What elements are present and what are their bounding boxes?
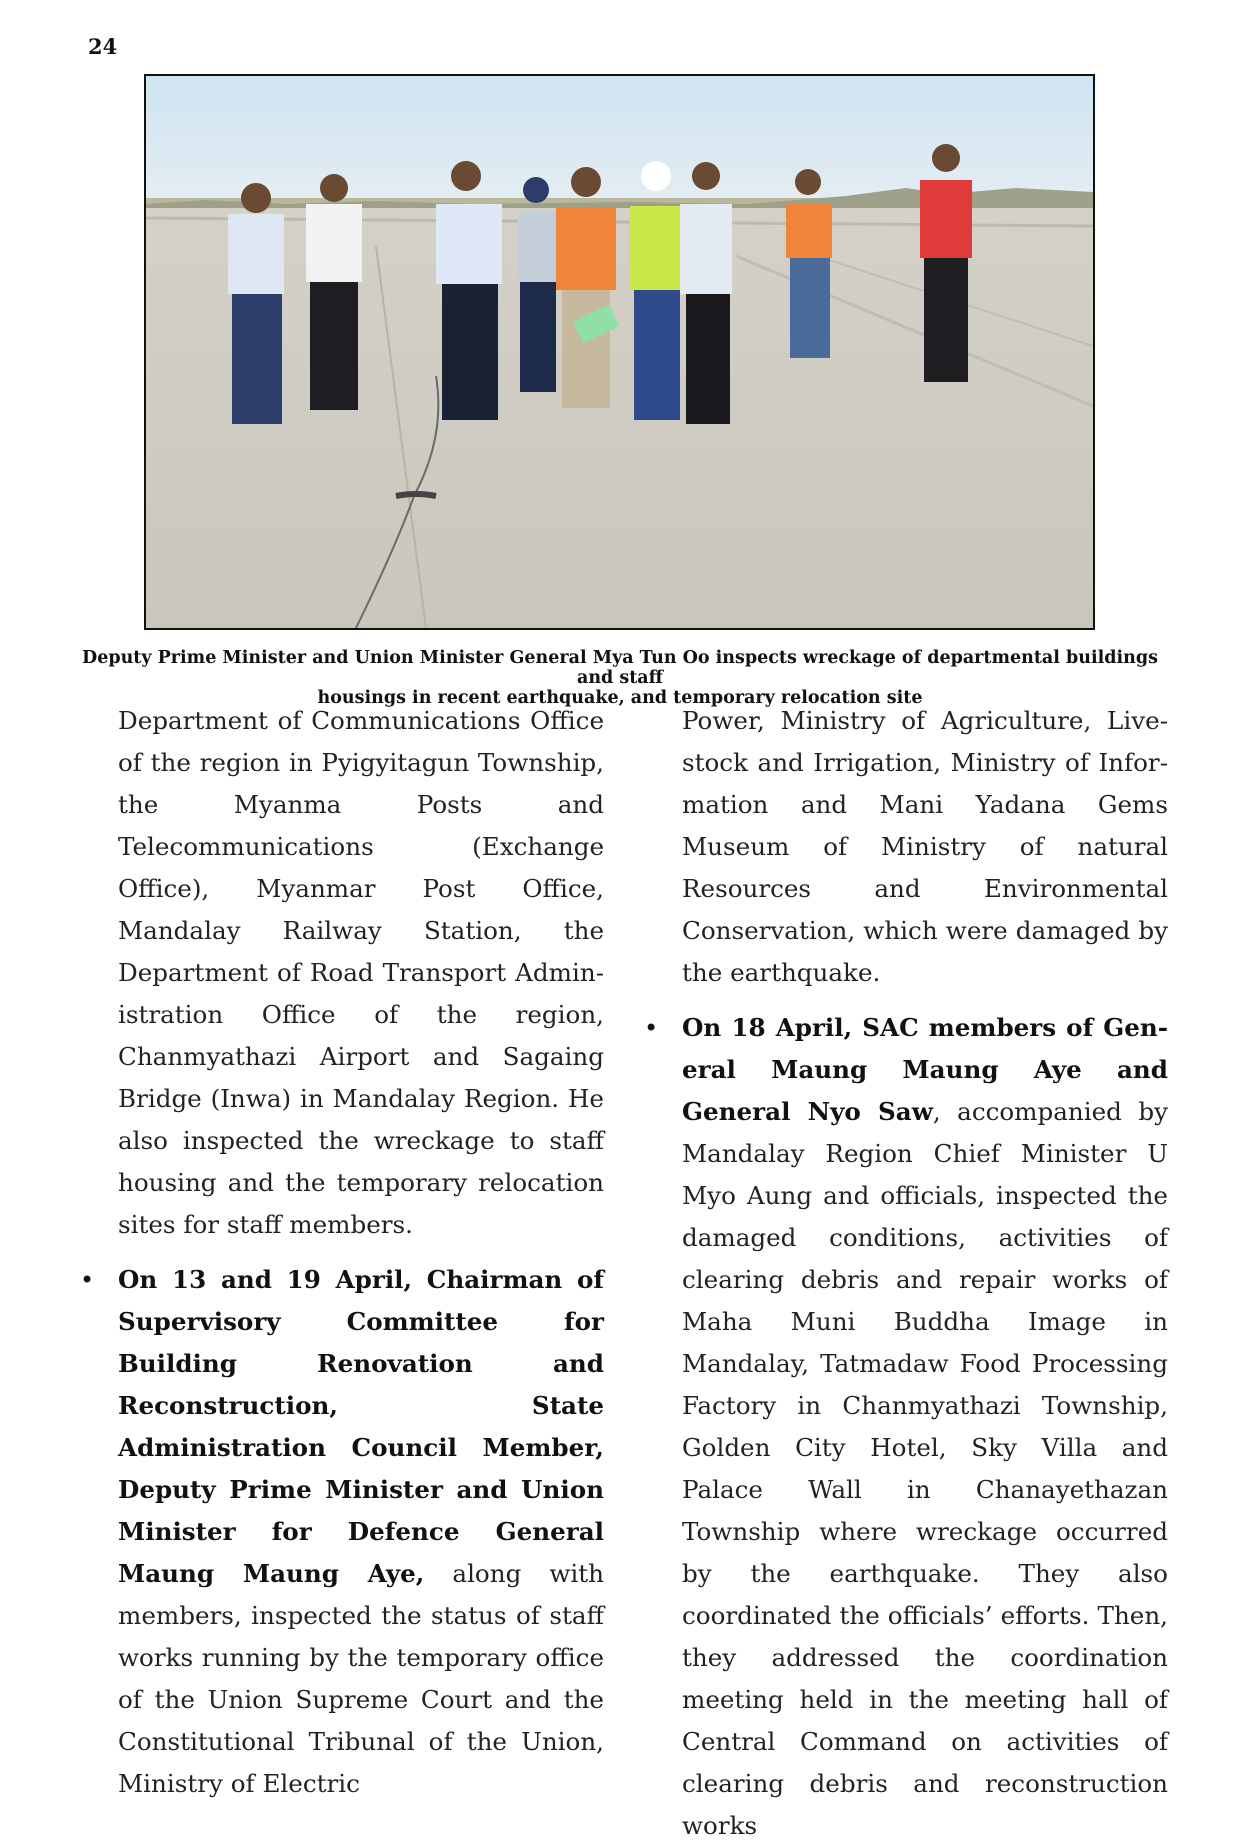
caption-line-2: housings in recent earthquake, and temporary relocation site (317, 688, 923, 708)
photo (144, 74, 1095, 630)
bullet-item-2 (644, 1007, 1168, 1847)
people-inspecting-runway-photo (146, 76, 1093, 628)
page-number: 24 (88, 34, 118, 59)
right-paragraph-1: Power, Ministry of Agriculture, Livestock and Irrigation, Ministry of Information and Mani Yadana Gems Museum of Ministry of natural Resources and Environmental Conservation, which were damaged by the earthquake. (682, 706, 1168, 987)
left-column (80, 700, 604, 1805)
caption-line-1: Deputy Prime Minister and Union Minister General Mya Tun Oo inspects wreckage of departmental buildings and staff (82, 648, 1158, 688)
bullet-1-bold-lead: On 13 and 19 April, Chairman of Supervisory Committee for Building Renovation and Reconstruction, State Administration Council Member, Deputy Prime Minister and Union Minister for Defence General Maung Maung Aye, (118, 1265, 604, 1588)
bullet-2-bold-lead: On 18 April, SAC members of General Maung Maung Aye and General Nyo Saw (682, 1013, 1168, 1126)
bullet-item-1 (80, 1259, 604, 1805)
left-paragraph-1: Department of Communications Office of the region in Pyigyitagun Township, the Myanma Posts and Telecommunications (Exchange Office), Myanmar Post Office, Mandalay Railway Station, the Department of Road Transport Administration Office of the region, Chanmyathazi Airport and Sagaing Bridge (Inwa) in Mandalay Region. He also inspected the wreckage to staff housing and the temporary relocation sites for staff members. (118, 706, 604, 1239)
bullet-1-text: along with members, inspected the status of staff works running by the temporary office of the Union Supreme Court and the Constitutional Tribunal of the Union, Ministry of Electric (118, 1559, 604, 1798)
right-column (644, 700, 1168, 1847)
bullet-dot-icon: • (80, 1266, 95, 1294)
bullet-2-text: , accompanied by Mandalay Region Chief Minister U Myo Aung and officials, inspected the damaged conditions, activities of clearing debris and repair works of Maha Muni Buddha Image in Mandalay, Tatmadaw Food Processing Factory in Chanmyathazi Township, Golden City Hotel, Sky Villa and Palace Wall in Chanayethazan Township where wreckage occurred by the earthquake. They also coordinated the officials’ efforts. Then, they addressed the coordination meeting held in the meeting hall of Central Command on activities of clearing debris and reconstruction works (682, 1097, 1168, 1840)
bullet-dot-icon: • (644, 1014, 659, 1042)
photo-caption (80, 648, 1160, 708)
